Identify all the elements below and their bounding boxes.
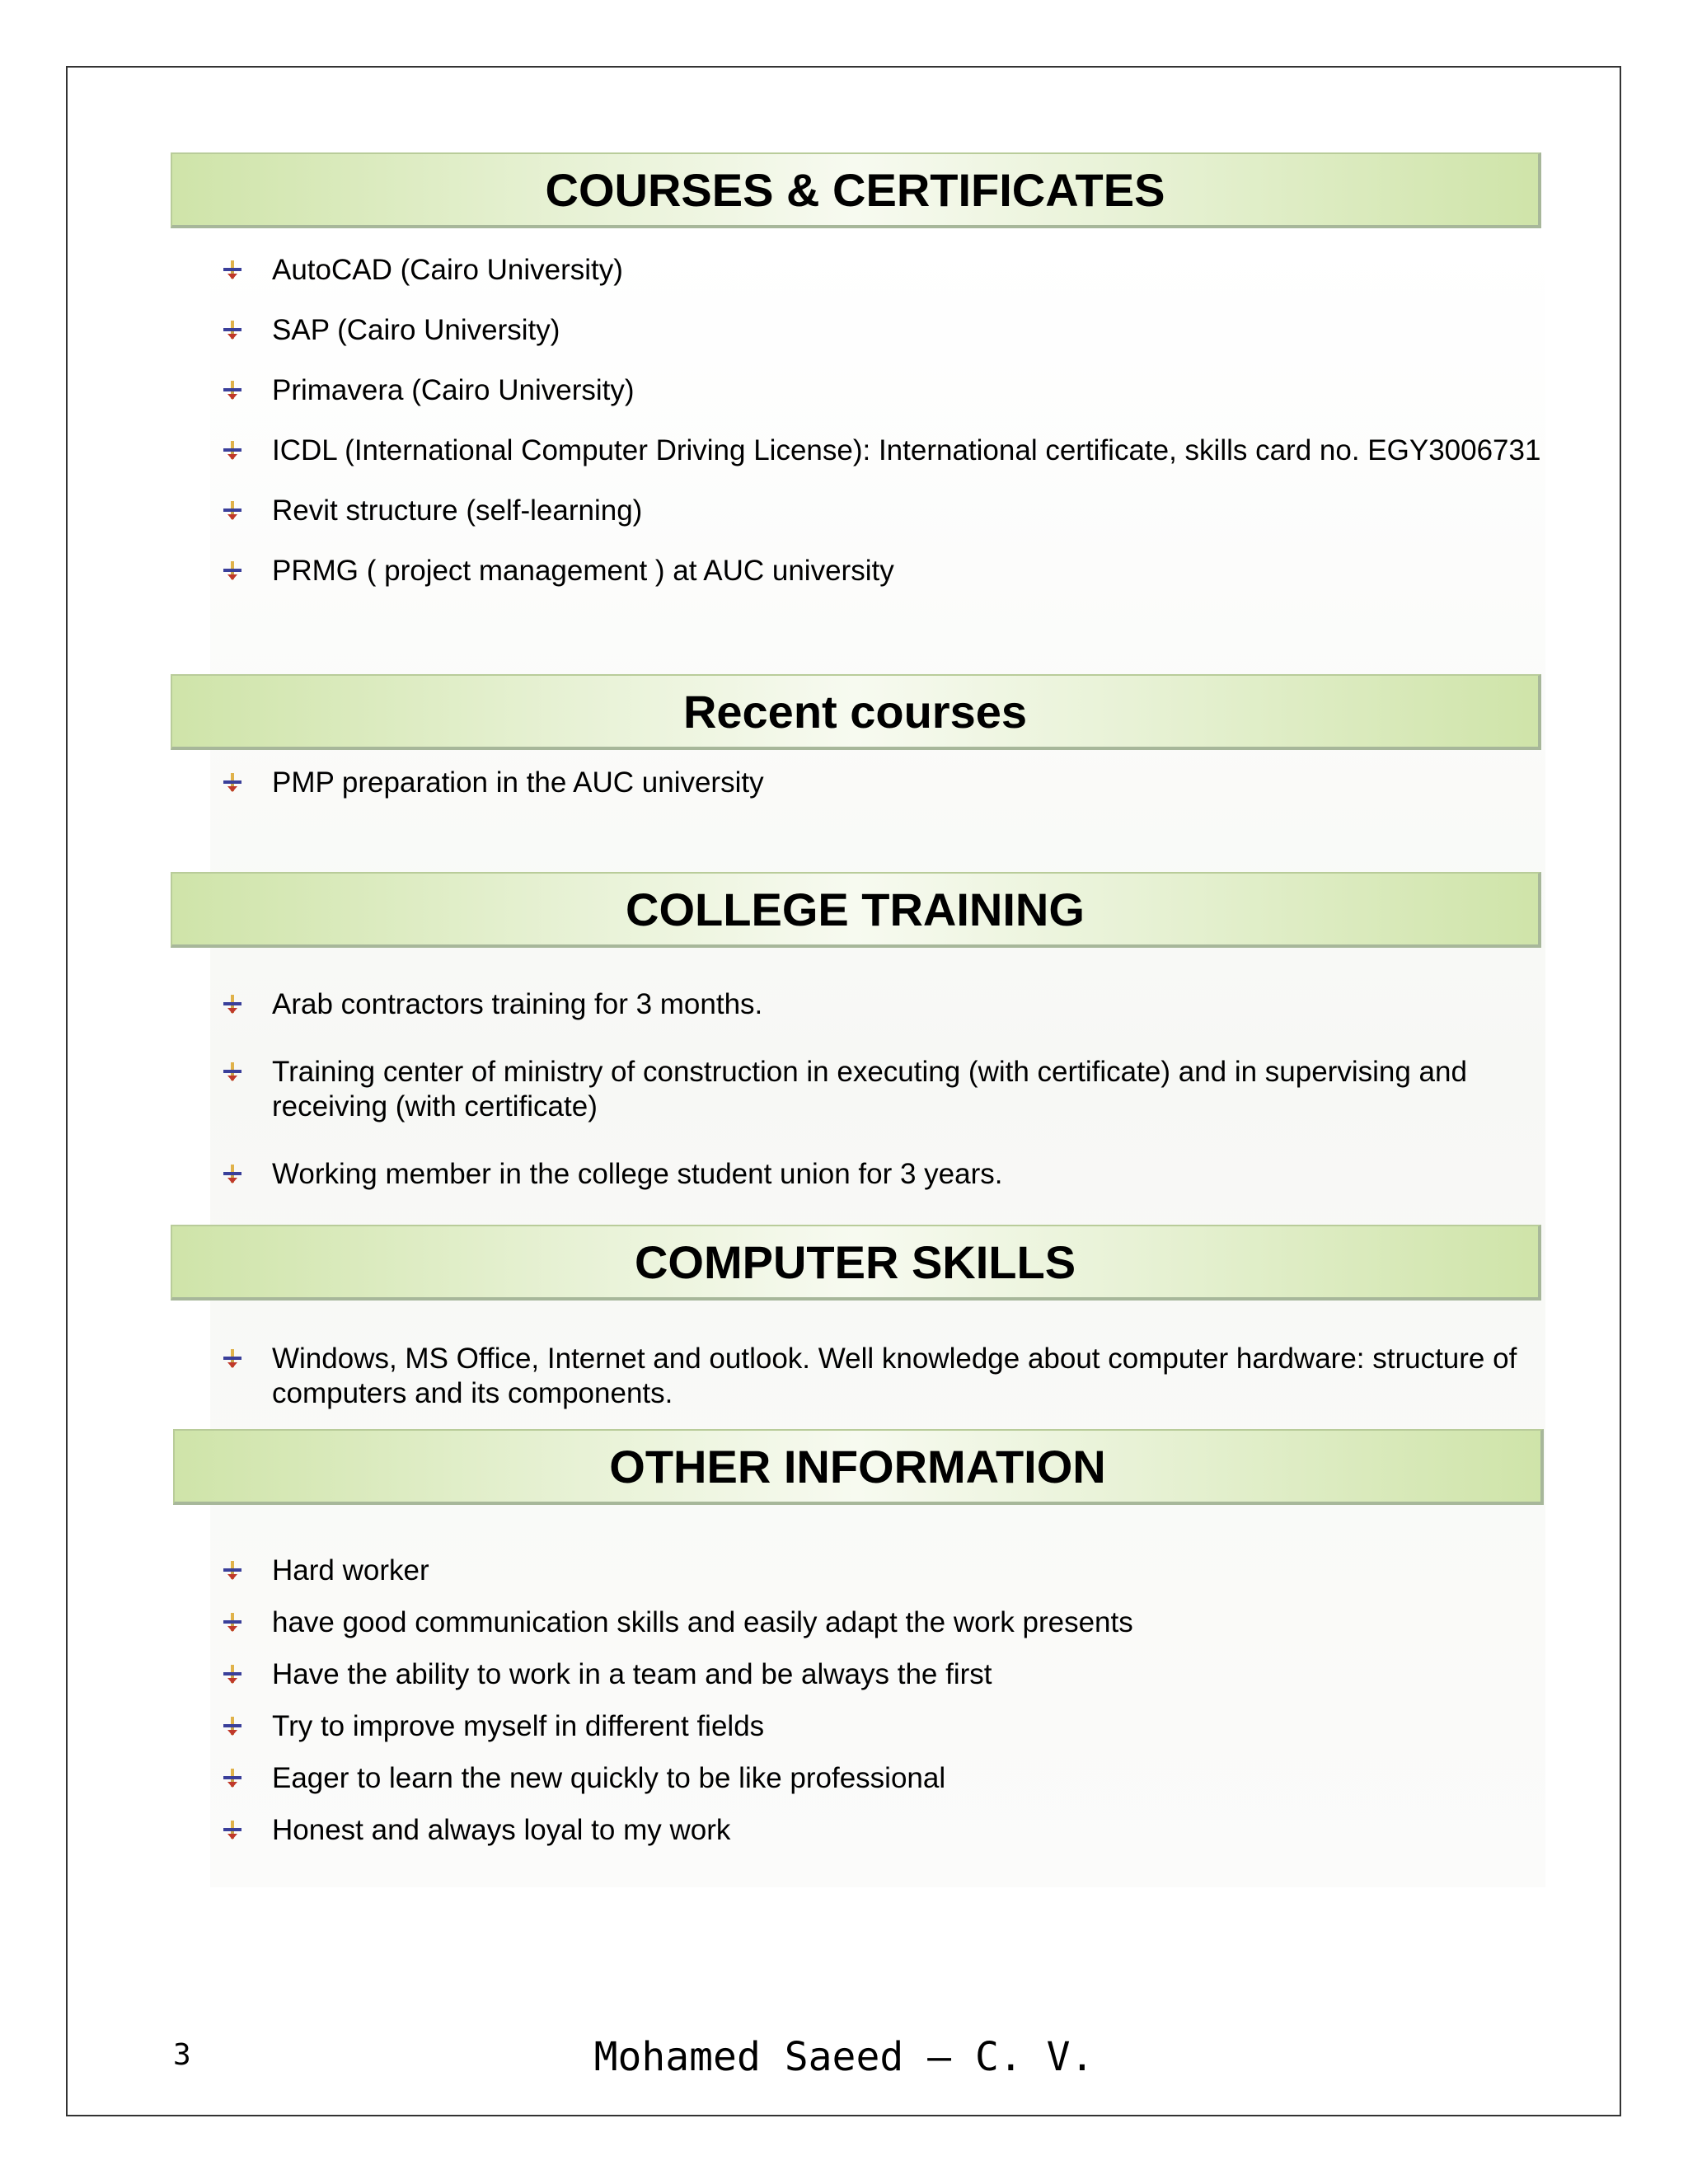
list-item (223, 1055, 1541, 1124)
computer-skills-list (223, 1342, 1541, 1411)
plus-arrow-bullet-icon (223, 560, 242, 580)
section-title: OTHER INFORMATION (609, 1440, 1106, 1493)
list-item-text: PMP preparation in the AUC university (272, 766, 764, 799)
list-item (223, 1605, 1541, 1640)
plus-arrow-bullet-icon (223, 500, 242, 520)
plus-arrow-bullet-icon (223, 1062, 242, 1081)
page-number: 3 (173, 2038, 191, 2072)
list-item (223, 313, 1541, 348)
list-item-text: Windows, MS Office, Internet and outlook. Well knowledge about computer hardware: structure of computers and its components. (272, 1343, 1517, 1409)
list-item (223, 1157, 1541, 1192)
section-title: COURSES & CERTIFICATES (545, 163, 1165, 216)
section-header-college-training (171, 872, 1541, 948)
list-item (223, 494, 1541, 528)
list-item-text: Working member in the college student union for 3 years. (272, 1158, 1003, 1190)
college-training-list (223, 987, 1541, 1192)
list-item-text: Try to improve myself in different fields (272, 1710, 765, 1742)
list-item-text: SAP (Cairo University) (272, 314, 560, 346)
list-item-text: Primavera (Cairo University) (272, 374, 635, 406)
list-item-text: ICDL (International Computer Driving License): International certificate, skills card no. EGY3006731 (272, 434, 1541, 466)
section-header-other-information (173, 1429, 1544, 1505)
list-item-text: Have the ability to work in a team and be always the first (272, 1658, 992, 1690)
plus-arrow-bullet-icon (223, 994, 242, 1014)
list-item (223, 766, 1541, 800)
plus-arrow-bullet-icon (223, 260, 242, 279)
list-item (223, 434, 1541, 468)
recent-courses-list (223, 766, 1541, 800)
section-header-recent-courses (171, 674, 1541, 750)
list-item (223, 1761, 1541, 1796)
list-item (223, 987, 1541, 1022)
list-item-text: PRMG ( project management ) at AUC university (272, 555, 894, 587)
plus-arrow-bullet-icon (223, 772, 242, 792)
list-item-text: Eager to learn the new quickly to be like professional (272, 1762, 946, 1794)
list-item-text: Honest and always loyal to my work (272, 1814, 731, 1846)
plus-arrow-bullet-icon (223, 1348, 242, 1368)
list-item (223, 554, 1541, 588)
list-item-text: Revit structure (self-learning) (272, 494, 643, 527)
plus-arrow-bullet-icon (223, 1612, 242, 1632)
section-title: Recent courses (682, 685, 1028, 738)
footer-title: Mohamed Saeed – C. V. (593, 2034, 1095, 2080)
list-item (223, 1709, 1541, 1744)
section-header-computer-skills (171, 1225, 1541, 1301)
plus-arrow-bullet-icon (223, 1664, 242, 1684)
plus-arrow-bullet-icon (223, 1716, 242, 1736)
plus-arrow-bullet-icon (223, 380, 242, 400)
plus-arrow-bullet-icon (223, 1768, 242, 1788)
plus-arrow-bullet-icon (223, 1164, 242, 1183)
list-item (223, 1342, 1541, 1411)
list-item-text: Arab contractors training for 3 months. (272, 988, 763, 1020)
section-header-courses (171, 152, 1541, 228)
plus-arrow-bullet-icon (223, 1560, 242, 1580)
section-title: COLLEGE TRAINING (626, 883, 1085, 935)
plus-arrow-bullet-icon (223, 440, 242, 460)
section-title: COMPUTER SKILLS (634, 1235, 1076, 1288)
list-item (223, 1813, 1541, 1848)
other-information-list (223, 1554, 1541, 1848)
list-item-text: Training center of ministry of construction in executing (with certificate) and in supervising and receiving (with certificate) (272, 1056, 1467, 1122)
plus-arrow-bullet-icon (223, 1820, 242, 1840)
list-item-text: Hard worker (272, 1554, 429, 1586)
list-item (223, 1657, 1541, 1692)
list-item-text: AutoCAD (Cairo University) (272, 254, 623, 286)
courses-list (223, 253, 1541, 588)
list-item (223, 373, 1541, 408)
list-item (223, 1554, 1541, 1588)
list-item (223, 253, 1541, 288)
list-item-text: have good communication skills and easily adapt the work presents (272, 1606, 1133, 1638)
plus-arrow-bullet-icon (223, 320, 242, 340)
